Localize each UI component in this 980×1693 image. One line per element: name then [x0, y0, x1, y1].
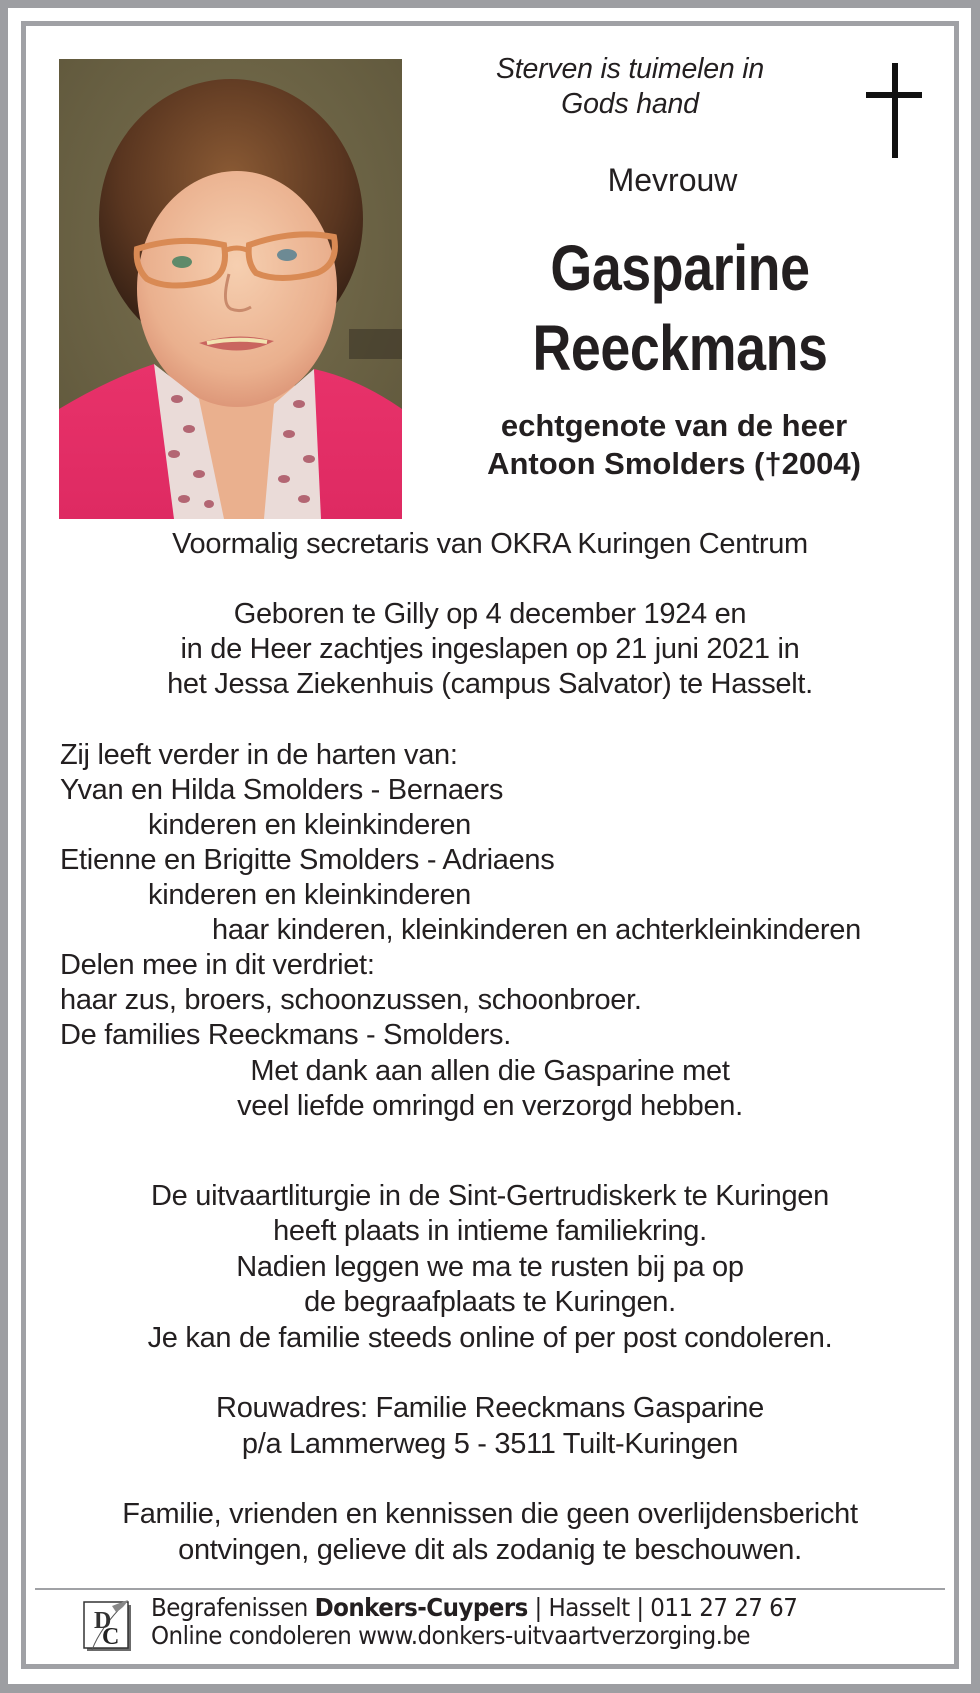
funeral-home-name: Donkers-Cuypers	[314, 1593, 528, 1622]
funeral-line-1: De uitvaartliturgie in de Sint-Gertrudiskerk te Kuringen	[151, 1180, 829, 1212]
birth-death-line-3: het Jessa Ziekenhuis (campus Salvator) te Hasselt.	[167, 668, 813, 700]
online-condolence-line: Online condoleren www.donkers-uitvaartverzorging.be	[151, 1621, 751, 1650]
family-1-sub: kinderen en kleinkinderen	[148, 809, 471, 841]
spouse-line-2: Antoon Smolders (†2004)	[487, 446, 861, 481]
funeral-home-phone[interactable]: 011 27 27 67	[650, 1593, 798, 1622]
footer-divider	[35, 1588, 945, 1590]
honorific: Mevrouw	[607, 162, 738, 198]
share-intro: Delen mee in dit verdriet:	[60, 949, 375, 981]
spouse-line-1: echtgenote van de heer	[500, 408, 848, 443]
thanks-line-2: veel liefde omringd en verzorgd hebben.	[237, 1090, 743, 1122]
address-line-1: Rouwadres: Familie Reeckmans Gasparine	[216, 1392, 764, 1424]
birth-death-line-2: in de Heer zachtjes ingeslapen op 21 juni 2021 in	[180, 633, 800, 665]
last-name: Reeckmans	[532, 312, 828, 384]
website-link[interactable]: www.donkers-uitvaartverzorging.be	[358, 1621, 751, 1650]
survivors-intro: Zij leeft verder in de harten van:	[60, 739, 458, 771]
family-1: Yvan en Hilda Smolders - Bernaers	[60, 774, 504, 806]
deceased-name	[480, 228, 880, 388]
funeral-line-5: Je kan de familie steeds online of per post condoleren.	[147, 1322, 833, 1354]
families: De families Reeckmans - Smolders.	[60, 1019, 512, 1051]
spouse-info	[440, 407, 908, 483]
family-2-sub: kinderen en kleinkinderen	[148, 879, 471, 911]
funeral-home-logo-icon	[82, 1600, 134, 1654]
funeral-home-info	[151, 1594, 854, 1650]
siblings: haar zus, broers, schoonzussen, schoonbroer.	[60, 984, 642, 1016]
funeral-home-line: Begrafenissen Donkers-Cuypers | Hasselt | 011 27 27 67	[151, 1593, 798, 1622]
quote-line-1: Sterven is tuimelen in	[495, 53, 765, 85]
address-line-2: p/a Lammerweg 5 - 3511 Tuilt-Kuringen	[241, 1428, 739, 1460]
disclaimer-line-2: ontvingen, gelieve dit als zodanig te beschouwen.	[178, 1534, 802, 1566]
all-descendants: haar kinderen, kleinkinderen en achterkleinkinderen	[212, 914, 861, 946]
cross-icon	[866, 63, 922, 158]
svg-text:C: C	[102, 1624, 120, 1650]
first-name: Gasparine	[550, 232, 810, 304]
family-2: Etienne en Brigitte Smolders - Adriaens	[60, 844, 555, 876]
quote	[440, 52, 820, 122]
thanks-line-1: Met dank aan allen die Gasparine met	[250, 1055, 730, 1087]
role-line: Voormalig secretaris van OKRA Kuringen Centrum	[172, 528, 808, 560]
funeral-line-3: Nadien leggen we ma te rusten bij pa op	[236, 1251, 744, 1283]
portrait-photo	[59, 59, 402, 519]
disclaimer-line-1: Familie, vrienden en kennissen die geen overlijdensbericht	[122, 1498, 858, 1530]
svg-text:D: D	[94, 1608, 112, 1634]
funeral-line-4: de begraafplaats te Kuringen.	[304, 1286, 676, 1318]
birth-death-line-1: Geboren te Gilly op 4 december 1924 en	[233, 598, 747, 630]
quote-line-2: Gods hand	[561, 88, 699, 120]
funeral-home-city: Hasselt	[548, 1593, 630, 1622]
funeral-line-2: heeft plaats in intieme familiekring.	[273, 1215, 707, 1247]
